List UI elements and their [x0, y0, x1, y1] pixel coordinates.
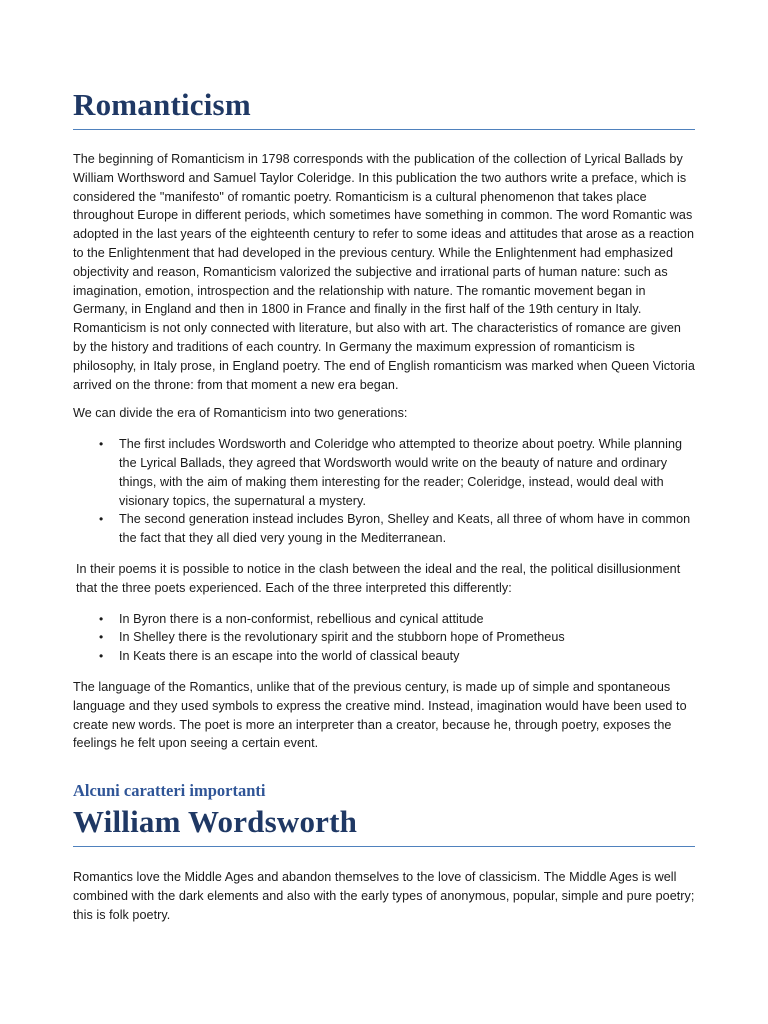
bullet-icon: • [99, 649, 104, 664]
section-subtitle: Alcuni caratteri importanti [73, 781, 266, 801]
list-item [73, 510, 695, 548]
list-item-text: In Byron there is a non-conformist, rebellious and cynical attitude [119, 611, 484, 626]
document-page [73, 86, 695, 937]
section-title: William Wordsworth [73, 803, 695, 847]
bullet-icon: • [99, 630, 104, 645]
page-title: Romanticism [73, 86, 695, 130]
poets-list [73, 610, 695, 666]
list-item [73, 628, 695, 647]
list-item-text: The first includes Wordsworth and Coleridge who attempted to theorize about poetry. While planning the Lyrical Ballads, they agreed that Wordsworth would write on the beauty of nature and ordinary things, with the aim of making them interesting for the reader; Coleridge, instead, would deal with visionary topics, the supernatural a mystery. [119, 437, 683, 508]
poets-intro-paragraph: In their poems it is possible to notice in the clash between the ideal and the real, the political disillusionment that the three poets experienced. Each of the three interpreted this differently: [76, 561, 681, 595]
language-paragraph: The language of the Romantics, unlike that of the previous century, is made up of simple and spontaneous language and they used symbols to express the creative mind. Instead, imagination would have been used to create new words. The poet is more an interpreter than a creator, because he, through poetry, exposes the feelings he felt upon seeing a certain event. [73, 679, 687, 751]
list-item [73, 610, 695, 629]
list-item-text: In Keats there is an escape into the world of classical beauty [119, 649, 460, 664]
list-item-text: In Shelley there is the revolutionary spirit and the stubborn hope of Prometheus [119, 630, 565, 645]
middle-ages-paragraph: Romantics love the Middle Ages and abandon themselves to the love of classicism. The Middle Ages is well combined with the dark elements and also with the early types of anonymous, popular, simple and pure poetry; this is folk poetry. [73, 870, 695, 922]
bullet-icon: • [99, 512, 104, 527]
list-item-text: The second generation instead includes Byron, Shelley and Keats, all three of whom have in common the fact that they all died very young in the Mediterranean. [119, 512, 691, 546]
bullet-icon: • [99, 611, 104, 626]
list-item [73, 647, 695, 666]
generations-list [73, 435, 695, 548]
list-item [73, 435, 695, 510]
intro-paragraph: The beginning of Romanticism in 1798 corresponds with the publication of the collection of Lyrical Ballads by William Worthsword and Samuel Taylor Coleridge. In this publication the two authors write a preface, which is considered the "manifesto" of romantic poetry. Romanticism is a cultural phenomenon that takes place throughout Europe in different periods, which sometimes have something in common. The word Romantic was adopted in the last years of the eighteenth century to refer to some ideas and attitudes that arose as a reaction to the Enlightenment that had developed in the previous century. While the Enlightenment had emphasized objectivity and reason, Romanticism valorized the subjective and irrational parts of human nature: such as imagination, emotion, introspection and the relationship with nature. The romantic movement began in Germany, in England and then in 1800 in France and finally in the first half of the 19th century in Italy. Romanticism is not only connected with literature, but also with art. The characteristics of romance are given by the history and traditions of each country. In Germany the maximum expression of romanticism is philosophy, in Italy prose, in England poetry. The end of English romanticism was marked when Queen Victoria arrived on the throne: from that moment a new era began. [73, 152, 695, 392]
bullet-icon: • [99, 437, 104, 452]
generations-intro-paragraph: We can divide the era of Romanticism into two generations: [73, 406, 408, 421]
